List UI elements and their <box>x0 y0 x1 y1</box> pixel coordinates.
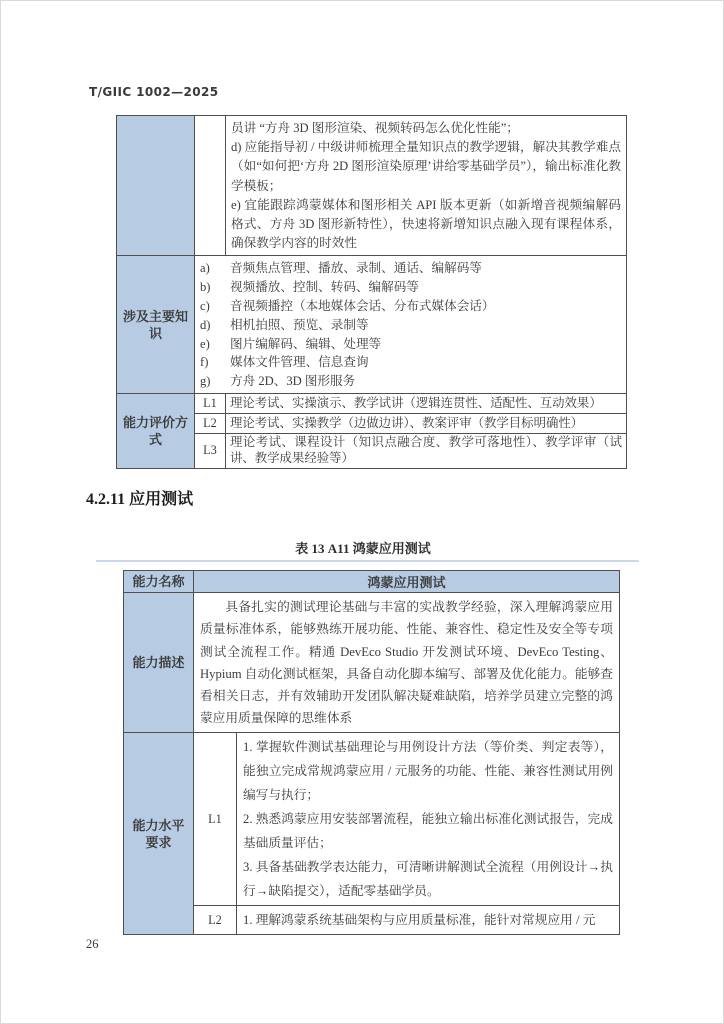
list-item-text: 图片编解码、编辑、处理等 <box>230 336 382 351</box>
list-item-tag: d) <box>200 317 211 332</box>
list-item <box>200 259 621 278</box>
description-text: 具备扎实的测试理论基础与丰富的实战教学经验，深入理解鸿蒙应用质量标准体系，能够熟练开展功能、性能、兼容性、稳定性及安全等专项测试全流程工作。精通 DevEco Studio 开发测试环境、DevEco Testing、Hypium 自动化测试框架，具备自动化脚本编写、部署及优化能力。能够查看相关日志，并有效辅助开发团队解决疑难缺陷，培养学员建立完整的鸿蒙应用质量保障的思维体系 <box>200 600 613 726</box>
list-item-text: 方舟 2D、3D 图形服务 <box>230 374 356 389</box>
evaluation-row-label: 能力评价方式 <box>117 394 195 468</box>
requirements-l2-text <box>237 906 619 934</box>
table-row-continuation <box>117 116 626 256</box>
evaluation-text-line: 理论考试、实操演示、教学试讲（逻辑连贯性、适配性、互动效果） <box>230 395 602 410</box>
evaluation-text <box>226 434 626 468</box>
list-item <box>200 335 621 354</box>
requirements-subrow-l1 <box>194 733 619 906</box>
table-row-knowledge <box>117 256 626 394</box>
evaluation-subrows <box>195 394 626 468</box>
knowledge-list-cell <box>195 256 626 393</box>
list-item-tag: c) <box>200 299 210 314</box>
requirement-item: 1. 掌握软件测试基础理论与用例设计方法（等价类、判定表等），能独立完成常规鸿蒙应用 / 元服务的功能、性能、兼容性测试用例编写与执行； <box>243 740 613 802</box>
list-item-text: 音频焦点管理、播放、录制、通话、编解码等 <box>230 261 482 276</box>
app-test-capability-table <box>123 570 620 935</box>
continuation-text-cell <box>226 116 626 255</box>
requirement-item: 1. 理解鸿蒙系统基础架构与应用质量标准，能针对常规应用 / 元 <box>243 913 596 927</box>
list-item-tag: f) <box>200 355 209 370</box>
list-item-text: 媒体文件管理、信息查询 <box>230 355 369 370</box>
level-cell: L1 <box>195 394 226 413</box>
empty-level-cell <box>195 116 226 255</box>
empty-label-cell <box>117 116 195 255</box>
list-item-text: 音视频播控（本地媒体会话、分布式媒体会话） <box>230 299 495 314</box>
description-row-label: 能力描述 <box>124 593 194 732</box>
continuation-line: d) 应能指导初 / 中级讲师梳理全量知识点的教学逻辑，解决其教学难点（如“如何把‘方舟 2D 图形渲染原理’讲给零基础学员”），输出标准化教学模板； <box>231 140 621 193</box>
continuation-line: e) 宜能跟踪鸿蒙媒体和图形相关 API 版本更新（如新增音视频编解码格式、方舟 3D 图形新特性），快速将新增知识点融入现有课程体系，确保教学内容的时效性 <box>231 197 621 251</box>
list-item-tag: g) <box>200 374 211 389</box>
level-cell: L2 <box>194 906 237 934</box>
capability-table-continued <box>116 115 627 469</box>
table-row-evaluation <box>117 394 626 468</box>
level-cell: L1 <box>194 733 237 905</box>
list-item-tag: b) <box>200 280 211 295</box>
knowledge-row-label: 涉及主要知识 <box>117 256 195 393</box>
table-row-description <box>124 593 619 733</box>
evaluation-subrow-l1 <box>195 394 626 414</box>
requirements-l1-text <box>237 733 619 905</box>
level-cell: L2 <box>195 414 226 433</box>
table-row-requirements <box>124 733 619 934</box>
continuation-line: 员讲 “方舟 3D 图形渲染、视频转码怎么优化性能”； <box>231 121 519 135</box>
evaluation-text-line: 理论考试、实操教学（边做边讲）、教案评审（教学目标明确性） <box>230 415 584 430</box>
requirements-subrow-l2 <box>194 906 619 934</box>
evaluation-text <box>226 414 626 433</box>
capability-name-value: 鸿蒙应用测试 <box>194 571 619 592</box>
section-heading: 4.2.11 应用测试 <box>86 491 194 508</box>
evaluation-subrow-l3 <box>195 434 626 468</box>
evaluation-subrow-l2 <box>195 414 626 434</box>
evaluation-text <box>226 394 626 413</box>
evaluation-text-line: 理论考试、课程设计（知识点融合度、教学可落地性）、教学评审（试讲、教学成果经验等） <box>230 435 622 465</box>
list-item <box>200 278 621 297</box>
page-number: 26 <box>86 937 99 951</box>
requirements-subrows <box>194 733 619 934</box>
list-item-tag: e) <box>200 336 210 351</box>
capability-name-label: 能力名称 <box>124 571 194 592</box>
table-caption: 表 13 A11 鸿蒙应用测试 <box>295 541 431 556</box>
table-header-row <box>124 571 619 593</box>
requirements-row-label: 能力水平要求 <box>124 733 194 934</box>
list-item <box>200 297 621 316</box>
level-cell: L3 <box>195 434 226 468</box>
requirement-item: 3. 具备基础教学表达能力，可清晰讲解测试全流程（用例设计→执行→缺陷提交），适配零基础学员。 <box>243 860 613 898</box>
list-item-tag: a) <box>200 261 210 276</box>
caption-divider-rule <box>96 560 639 562</box>
document-code-header: T/GIIC 1002—2025 <box>89 85 219 99</box>
list-item <box>200 353 621 372</box>
list-item-text: 相机拍照、预览、录制等 <box>230 317 369 332</box>
list-item <box>200 372 621 391</box>
list-item-text: 视频播放、控制、转码、编解码等 <box>230 280 419 295</box>
list-item <box>200 316 621 335</box>
requirement-item: 2. 熟悉鸿蒙应用安装部署流程，能独立输出标准化测试报告，完成基础质量评估； <box>243 812 613 850</box>
